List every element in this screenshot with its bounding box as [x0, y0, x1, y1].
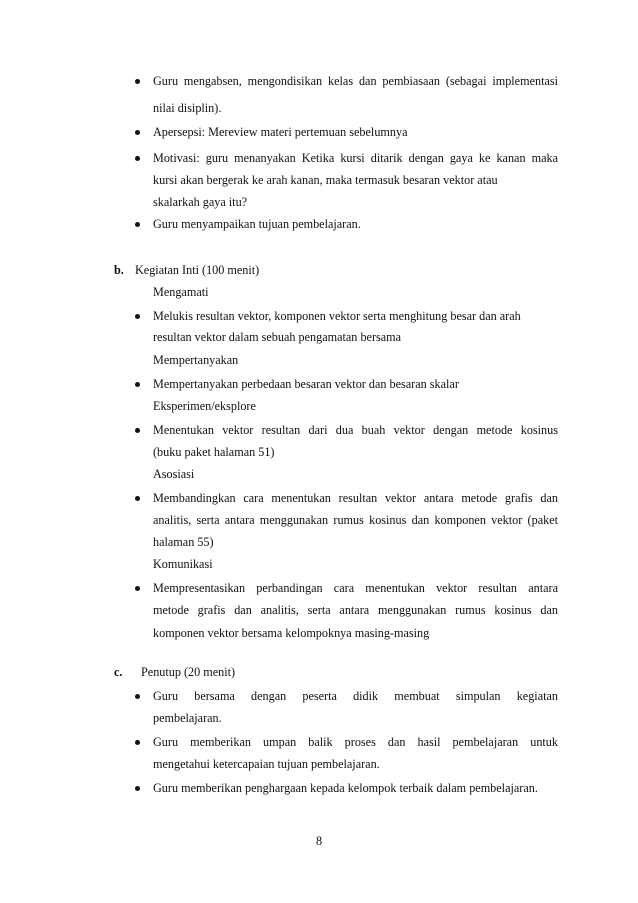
section-heading: Kegiatan Inti (100 menit)	[135, 263, 260, 277]
list-item: Mempresentasikan perbandingan cara menentukan vektor resultan antara	[153, 581, 558, 595]
list-item: Apersepsi: Mereview materi pertemuan sebelumnya	[153, 125, 408, 139]
list-item-continuation: metode grafis dan analitis, serta antara menggunakan rumus kosinus dan	[153, 603, 558, 617]
list-item: Guru bersama dengan peserta didik membuat simpulan kegiatan	[153, 689, 558, 703]
bullet-icon	[135, 428, 140, 433]
bullet-icon	[135, 130, 140, 135]
list-item-continuation: skalarkah gaya itu?	[153, 195, 248, 209]
bullet-icon	[135, 314, 140, 319]
list-item: Guru memberikan penghargaan kepada kelompok terbaik dalam pembelajaran.	[153, 781, 538, 795]
list-item-continuation: kursi akan bergerak ke arah kanan, maka termasuk besaran vektor atau	[153, 173, 498, 187]
subheading: Asosiasi	[153, 467, 195, 481]
list-item-continuation: (buku paket halaman 51)	[153, 445, 275, 459]
list-item-continuation: analitis, serta antara menggunakan rumus kosinus dan komponen vektor (paket	[153, 513, 558, 527]
page-number: 8	[315, 834, 323, 848]
bullet-icon	[135, 222, 140, 227]
bullet-icon	[135, 156, 140, 161]
list-item-continuation: nilai disiplin).	[153, 101, 222, 115]
bullet-icon	[135, 786, 140, 791]
subheading: Mempertanyakan	[153, 353, 239, 367]
bullet-icon	[135, 496, 140, 501]
section-marker: b.	[114, 263, 124, 277]
bullet-icon	[135, 694, 140, 699]
subheading: Mengamati	[153, 285, 209, 299]
bullet-icon	[135, 740, 140, 745]
section-marker: c.	[114, 665, 123, 679]
list-item-continuation: komponen vektor bersama kelompoknya masing-masing	[153, 626, 430, 640]
list-item: Guru menyampaikan tujuan pembelajaran.	[153, 217, 361, 231]
list-item-continuation: resultan vektor dalam sebuah pengamatan bersama	[153, 330, 402, 344]
list-item: Melukis resultan vektor, komponen vektor serta menghitung besar dan arah	[153, 309, 521, 323]
list-item: Guru mengabsen, mengondisikan kelas dan pembiasaan (sebagai implementasi	[153, 74, 558, 88]
list-item: Menentukan vektor resultan dari dua buah vektor dengan metode kosinus	[153, 423, 558, 437]
list-item: Membandingkan cara menentukan resultan vektor antara metode grafis dan	[153, 491, 558, 505]
list-item-continuation: mengetahui ketercapaian tujuan pembelajaran.	[153, 757, 380, 771]
list-item-continuation: halaman 55)	[153, 535, 214, 549]
list-item-continuation: pembelajaran.	[153, 711, 222, 725]
bullet-icon	[135, 586, 140, 591]
subheading: Eksperimen/eksplore	[153, 399, 256, 413]
section-heading: Penutup (20 menit)	[141, 665, 236, 679]
list-item: Mempertanyakan perbedaan besaran vektor dan besaran skalar	[153, 377, 459, 391]
bullet-icon	[135, 382, 140, 387]
list-item: Motivasi: guru menanyakan Ketika kursi ditarik dengan gaya ke kanan maka	[153, 151, 558, 165]
bullet-icon	[135, 79, 140, 84]
list-item: Guru memberikan umpan balik proses dan hasil pembelajaran untuk	[153, 735, 558, 749]
subheading: Komunikasi	[153, 557, 213, 571]
